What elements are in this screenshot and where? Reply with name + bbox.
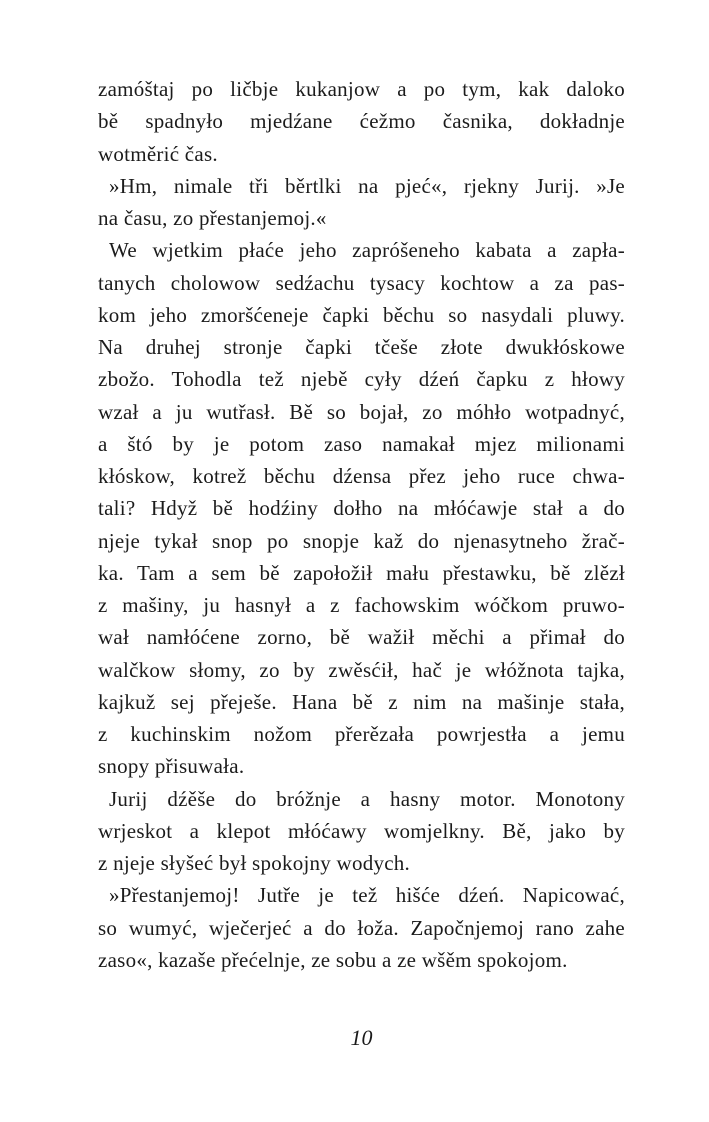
text-line: zaso«, kazaše přećelnje, ze sobu a ze wšěm spokojom. [98,947,568,972]
text-line: zamóštaj po ličbje kukanjow a po tym, kak daloko [98,77,625,101]
text-line: wzał a ju wutřasł. Bě so bojał, zo móhło wotpadnyć, [98,399,625,424]
paragraph [98,73,625,170]
paragraph [98,234,625,782]
text-line: a štó by je potom zaso namakał mjez milionami [98,431,625,456]
text-line: z njeje słyšeć był spokojny wodych. [98,851,411,875]
text-line: na času, zo přestanjemoj.« [98,206,327,230]
text-line: bě spadnyło mjedźane ćežmo časnika, dokładnje [98,109,625,134]
text-line: wał namłóćene zorno, bě wažił měchi a přimał do [98,625,625,650]
text-line: zbožo. Tohodla tež njebě cyły dźeń čapku z hłowy [98,367,625,392]
paragraph [98,783,625,880]
text-line: kłóskow, kotrež běchu dźensa přez jeho ruce chwa- [98,464,625,488]
text-line: Na druhej stronje čapki tčeše złote dwukłóskowe [98,335,625,359]
text-line: kajkuž sej přeješe. Hana bě z nim na mašinje stała, [98,689,625,714]
page-text [98,73,625,976]
text-line: ka. Tam a sem bě zapołožił mału přestawku, bě zlězł [98,560,625,585]
page-number: 10 [350,1025,373,1050]
text-line: »Hm, nimale tři běrtlki na pjeć«, rjekny Jurij. »Je [109,173,625,198]
text-line: wotměrić čas. [98,141,218,166]
text-line: so wumyć, wječerjeć a do łoža. Započnjemoj rano zahe [98,915,625,940]
text-line: Jurij dźěše do bróžnje a hasny motor. Monotony [109,786,625,811]
text-line: We wjetkim płaće jeho zapróšeneho kabata a zapła- [109,238,625,263]
text-line: z kuchinskim nožom přerězała powrjestła a jemu [98,722,625,746]
paragraph [98,879,625,976]
text-line: njeje tykał snop po snopje kaž do njenasytneho žrač- [98,528,625,553]
text-line: z mašiny, ju hasnył a z fachowskim wóčkom pruwo- [98,593,625,617]
text-line: kom jeho zmoršćeneje čapki běchu so nasydali pluwy. [98,302,625,327]
text-line: snopy přisuwała. [98,754,245,779]
text-line: wrjeskot a klepot młóćawy womjelkny. Bě, jako by [98,818,625,843]
paragraph [98,170,625,235]
text-line: tali? Hdyž bě hodźiny dołho na młóćawje stał a do [98,496,625,521]
text-line: »Přestanjemoj! Jutře je tež hišće dźeń. Napicować, [109,883,625,908]
text-line: tanych cholowow sedźachu tysacy kochtow a za pas- [98,270,625,295]
text-line: walčkow słomy, zo by zwěsćił, hač je włóžnota tajka, [98,657,625,682]
